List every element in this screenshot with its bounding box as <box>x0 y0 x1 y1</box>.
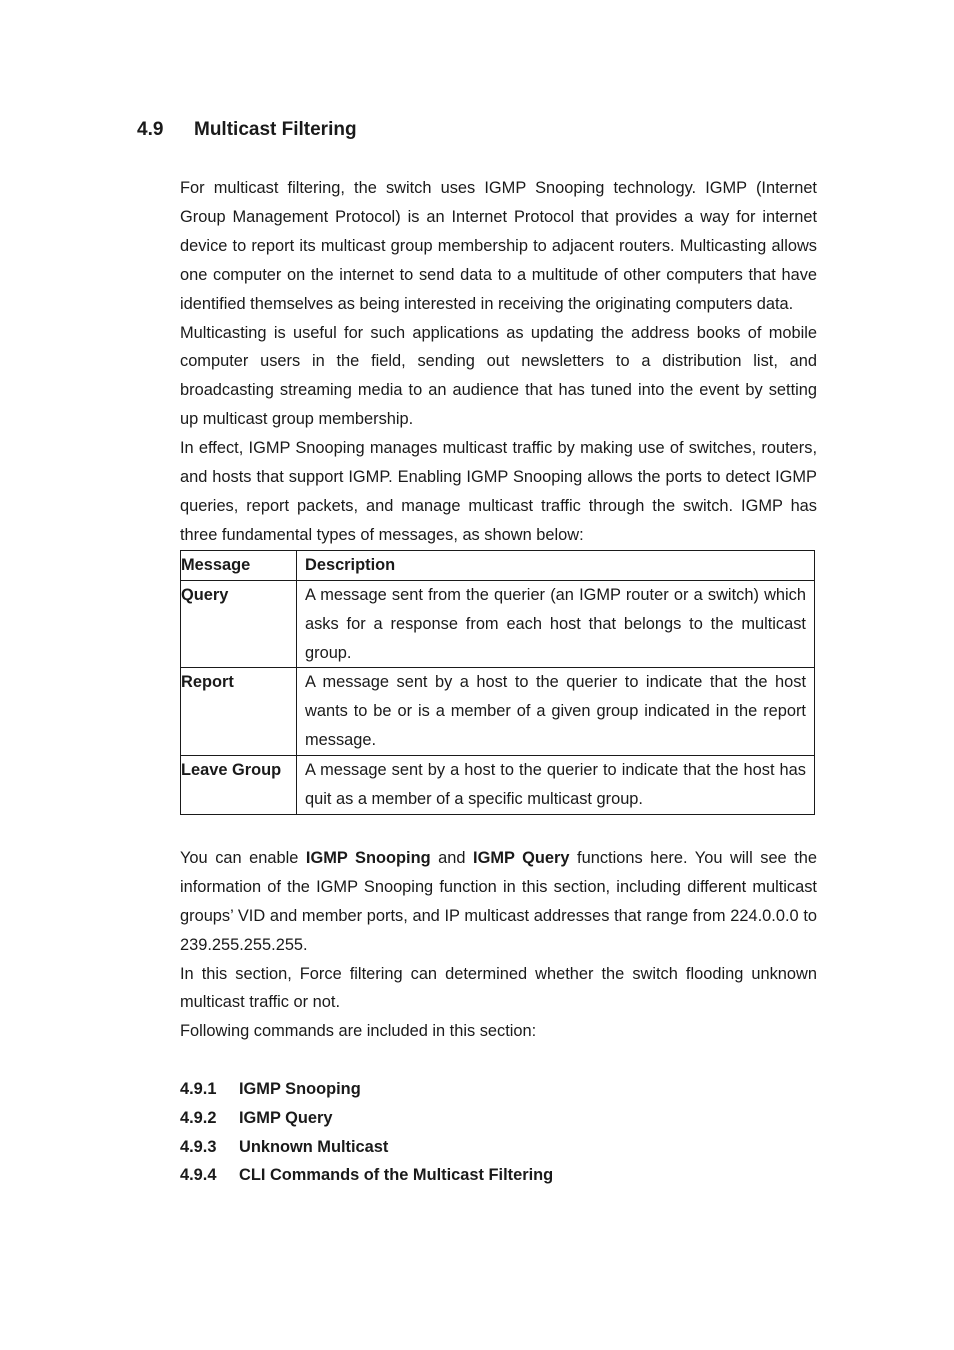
bold-term-igmp-query: IGMP Query <box>473 848 570 867</box>
intro-paragraph: For multicast filtering, the switch uses IGMP Snooping technology. IGMP (Internet Group Management Protocol) is an Internet Protocol that provides a way for internet device to report its multicast group membership to adjacent routers. Multicasting allows one computer on the internet to send data to a multitude of other computers that have identified themselves as being interested in receiving the originating computers data. <box>180 179 817 313</box>
table-cell-message: Leave Group <box>181 756 297 815</box>
commands-intro: Following commands are included in this section: <box>180 1022 537 1041</box>
subsection-item <box>180 1161 817 1190</box>
subsection-number: 4.9.4 <box>180 1166 217 1185</box>
subsection-list <box>180 1075 817 1190</box>
force-filtering-paragraph: In this section, Force filtering can determined whether the switch flooding unknown multicast traffic or not. <box>180 964 817 1012</box>
table-header-row <box>181 550 815 580</box>
section-body <box>180 174 817 1206</box>
table-row <box>181 668 815 756</box>
section-heading <box>137 117 357 143</box>
subsection-title: IGMP Snooping <box>239 1080 361 1099</box>
igmp-message-table <box>180 550 815 815</box>
table-header-message: Message <box>181 550 297 580</box>
table-cell-description: A message sent by a host to the querier to indicate that the host wants to be or is a member of a given group indicated in the report message. <box>297 668 815 756</box>
section-title: Multicast Filtering <box>194 119 357 140</box>
subsection-title: Unknown Multicast <box>239 1137 389 1156</box>
intro-paragraph: Multicasting is useful for such applications as updating the address books of mobile computer users in the field, sending out newsletters to a distribution list, and broadcasting streaming media to an audience that has tuned into the event by setting up multicast group membership. <box>180 323 817 429</box>
subsection-item <box>180 1075 817 1104</box>
table-header-description: Description <box>297 550 815 580</box>
subsection-number: 4.9.1 <box>180 1080 217 1099</box>
table-cell-description: A message sent by a host to the querier to indicate that the host has quit as a member of a specific multicast group. <box>297 756 815 815</box>
table-cell-message: Query <box>181 580 297 668</box>
subsection-item <box>180 1104 817 1133</box>
enable-paragraph <box>180 844 817 960</box>
text-run: functions here. You will see the information of the IGMP Snooping function in this section, including different multicast groups’ VID and member ports, and IP multicast addresses that range from 224.0.0.0 to 239.255.255.255. <box>180 848 817 954</box>
subsection-title: IGMP Query <box>239 1108 333 1127</box>
intro-paragraph: In effect, IGMP Snooping manages multicast traffic by making use of switches, routers, and hosts that support IGMP. Enabling IGMP Snooping allows the ports to detect IGMP queries, report packets, and manage multicast traffic through the switch. IGMP has three fundamental types of messages, as shown below: <box>180 439 817 544</box>
table-cell-description: A message sent from the querier (an IGMP router or a switch) which asks for a response from each host that belongs to the multicast group. <box>297 580 815 668</box>
subsection-item <box>180 1133 817 1162</box>
text-run: and <box>430 848 474 867</box>
table-row <box>181 756 815 815</box>
subsection-number: 4.9.3 <box>180 1137 217 1156</box>
section-number: 4.9 <box>137 119 164 140</box>
table-row <box>181 580 815 668</box>
table-cell-message: Report <box>181 668 297 756</box>
bold-term-igmp-snooping: IGMP Snooping <box>305 848 431 867</box>
subsection-number: 4.9.2 <box>180 1108 217 1127</box>
text-run: You can enable <box>180 848 306 867</box>
subsection-title: CLI Commands of the Multicast Filtering <box>239 1166 554 1185</box>
